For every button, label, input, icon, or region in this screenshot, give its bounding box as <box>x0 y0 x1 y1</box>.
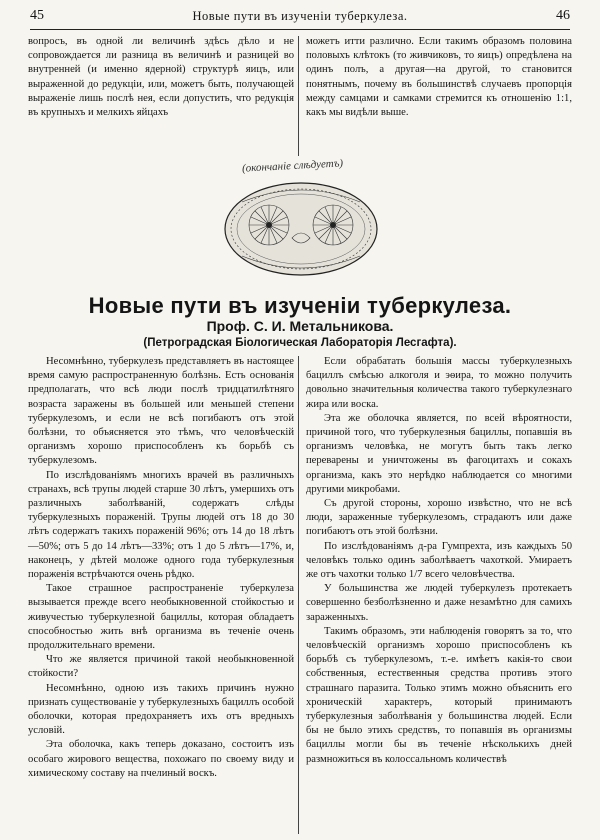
paragraph: можетъ итти различно. Если такимъ образомъ половина половыхъ клѣтокъ (то живчиковъ, то яицъ) опредѣлена на одинъ полъ, а другая—на другой, то становится понятнымъ, почему въ большинствѣ случаевъ пропорцiя между самцами и самками стремится къ отношенiю 1:1, какъ мы видѣли выше. <box>306 36 572 119</box>
top-column-divider <box>298 36 299 156</box>
article-title: Новые пути въ изученiи туберкулеза. <box>88 293 512 318</box>
paragraph: У большинства же людей туберкулезъ протекаетъ совершенно безболѣзненно и даже незамѣтно для самихъ зараженныхъ. <box>306 583 572 623</box>
page-number-left: 45 <box>30 8 44 23</box>
page-header <box>30 8 570 28</box>
top-left-column <box>28 35 294 120</box>
paragraph: вопросъ, въ одной ли величинѣ здѣсь дѣло и не сопровождается ли разница въ величинѣ и разницей во внутренней (и именно ядерной) структурѣ яицъ, или выраженной до редукцiи, или, можетъ быть, получающей выраженiе лишь послѣ нея, если допустить, что редукцiя въ крупныхъ и мелкихъ яйцахъ <box>28 36 294 119</box>
paragraph: Если обрабатать большiя массы туберкулезныхъ бациллъ смѣсью алкоголя и эѳира, то можно получить довольно значительныя количества такого туберкулезнаго жира или воска. <box>306 356 572 410</box>
handwritten-note: (окончанiе слѣдуетъ) <box>241 157 344 175</box>
article-author: Проф. С. И. Метальникова. <box>206 318 394 334</box>
top-right-column <box>306 35 572 120</box>
paragraph: Что же является причиной такой необыкновенной стойкости? <box>28 654 294 680</box>
paragraph: Несомнѣнно, туберкулезъ представляетъ въ настоящее время самую распространенную болѣзнь. Есть основанiя предполагать, что всѣ люди послѣ тридцатилѣтняго возраста заражены въ большей или меньшей степени туберкулезомъ, и если не всѣ погибаютъ отъ этой болѣзни, то объясняется это тѣмъ, что человѣческiй организмъ хорошо приспособленъ къ борьбѣ съ туберкулезомъ. <box>28 356 294 467</box>
paragraph: Съ другой стороны, хорошо извѣстно, что не всѣ люди, зараженные туберкулезомъ, страдаютъ или даже погибаютъ отъ этой болѣзни. <box>306 498 572 538</box>
right-column <box>306 355 572 767</box>
paragraph: Эта оболочка, какъ теперь доказано, состоитъ изъ особаго жирового вещества, похожаго по своему виду и химическому составу на пчелиный воскъ. <box>28 739 294 779</box>
paragraph: Такимъ образомъ, эти наблюденiя говорятъ за то, что человѣческiй организмъ хорошо приспособленъ къ борьбѣ съ туберкулезомъ, т.-е. имѣетъ какiя-то свои собственныя, естественныя средства противъ этого страшнаго паразита. Только этимъ можно объяснить его хроническiй характеръ, который принимаютъ туберкулезныя заболѣванiя у большинства людей. Если бы не было этихъ средствъ, то попавшiя въ организмы бациллы могли бы въ теченiе нѣсколькихъ дней размножиться въ колоссальномъ количествѣ <box>306 625 572 765</box>
paragraph: Несомнѣнно, одною изъ такихъ причинъ нужно признать существованiе у туберкулезныхъ бациллъ особой оболочки, которая предохраняетъ ихъ отъ вредныхъ условiй. <box>28 682 294 737</box>
paragraph: Такое страшное распространенiе туберкулеза вызывается прежде всего необыкновенной стойкостью и живучестью туберкулезной бациллы, которая обладаетъ способностью жить внѣ организма въ теченiе очень продолжительнаго времени. <box>28 583 294 652</box>
header-rule <box>30 29 570 30</box>
left-column <box>28 355 294 781</box>
paragraph: По изслѣдованiямъ многихъ врачей въ различныхъ странахъ, всѣ трупы людей старше 30 лѣтъ, умершихъ отъ различныхъ заболѣванiй, содержатъ слѣды туберкулезныхъ пораженiй. Трупы людей отъ 18 до 30 лѣтъ содержатъ такихъ пораженiй 96%; отъ 14 до 18 лѣтъ—50%; отъ 5 до 14 лѣтъ—33%; отъ 1 до 5 лѣтъ—17%, и, наконецъ, у дѣтей моложе одного года туберкулезныя пораженiя встрѣчаются очень рѣдко. <box>28 469 294 581</box>
running-title: Новые пути въ изученiи туберкулеза. <box>192 9 408 23</box>
ornament-vignette <box>222 180 380 278</box>
paragraph: По изслѣдованiямъ д-ра Гумпрехта, изъ каждыхъ 50 человѣкъ только одинъ заболѣваетъ чахоткой. Умираетъ же отъ чахотки только 1/7 всего человѣчества. <box>306 540 572 581</box>
page-number-right: 46 <box>556 8 570 23</box>
column-divider <box>298 356 299 834</box>
paragraph: Эта же оболочка является, по всей вѣроятности, причиной того, что туберкулезныя бациллы, попавшiя въ организмъ человѣка, не могутъ быть такъ легко переварены и уничтожены въ фагоцитахъ и сокахъ организма, какъ это нерѣдко наблюдается со многими другими микробами. <box>306 412 572 495</box>
article-institution: (Петроградская Бiологическая Лабораторiя Лесгафта). <box>143 337 457 349</box>
